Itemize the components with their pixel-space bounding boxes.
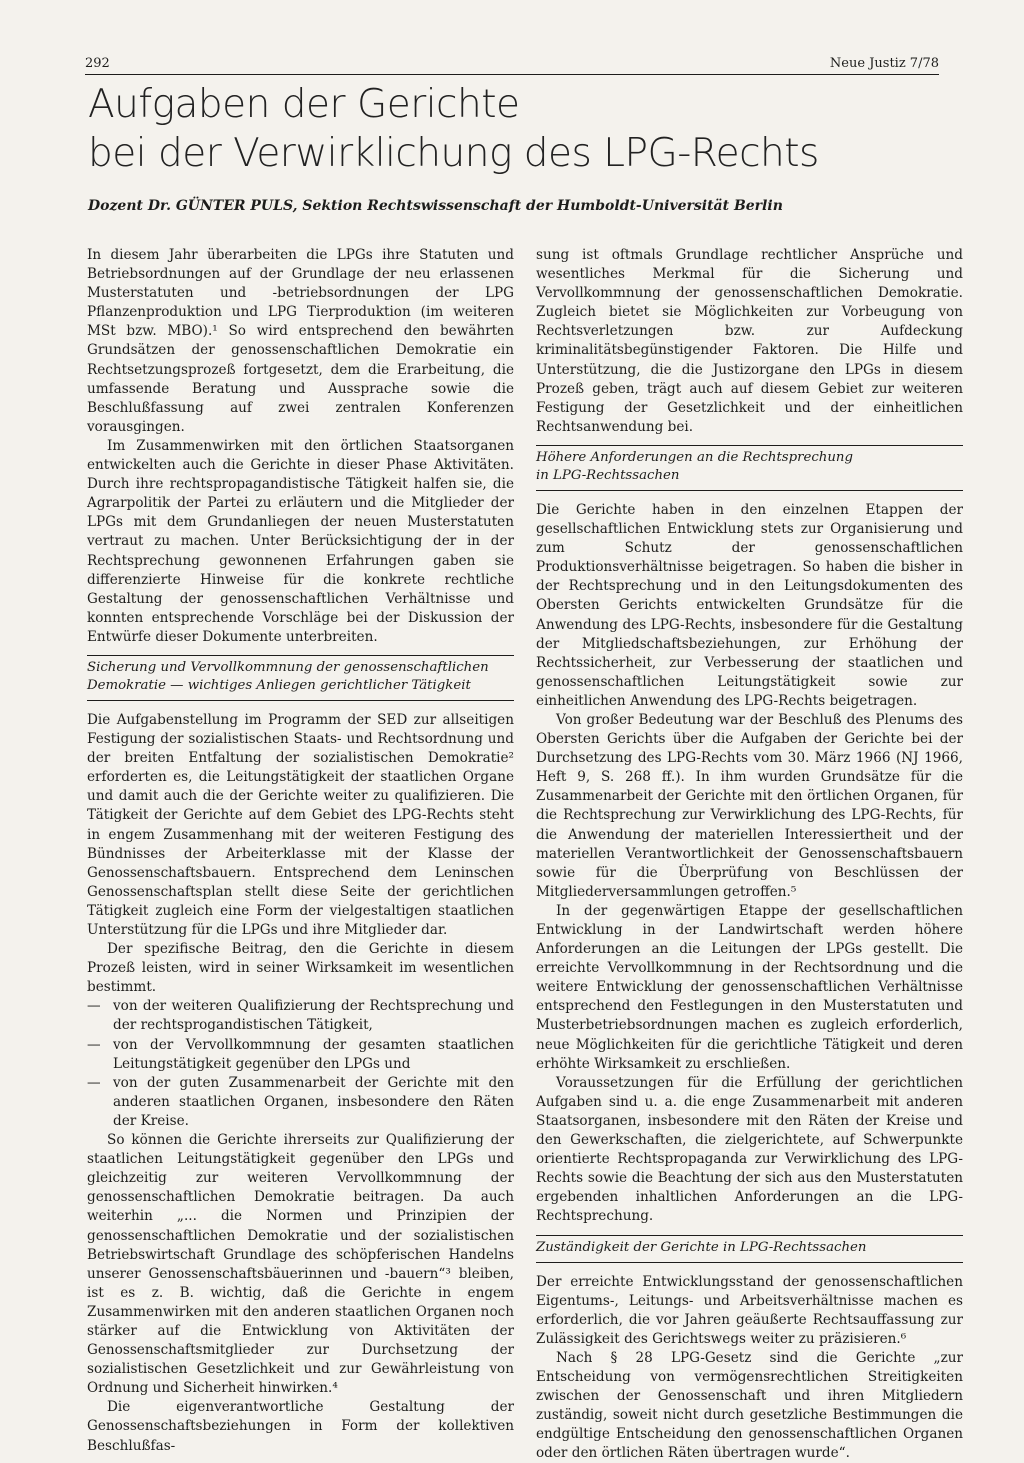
list-item: — von der Vervollkommnung der gesamten staatlichen Leitungstätigkeit gegenüber den LPGs und: [87, 1036, 514, 1074]
section-heading: [87, 655, 514, 701]
paragraph: Der spezifische Beitrag, den die Gerichte in diesem Prozeß leisten, wird in seiner Wirksamkeit im wesentlichen bestimmt.: [87, 941, 514, 996]
paragraph: Im Zusammenwirken mit den örtlichen Staatsorganen entwickelten auch die Gerichte in dieser Phase Aktivitäten. Durch ihre rechtspropagandistische Tätigkeit halfen sie, die Agrarpolitik der Partei zu erläutern und die Mitglieder der LPGs mit dem Grundanliegen der neuen Musterstatuten vertraut zu machen. Unter Berücksichtigung der in der Rechtsprechung gewonnenen Erfahrungen gaben sie differenzierte Hinweise für die konkrete rechtliche Gestaltung der genossenschaftlichen Verhältnisse und konnten entsprechende Vorschläge bei der Diskussion der Entwürfe dieser Dokumente unterbreiten.: [87, 437, 514, 645]
page-number: 292: [85, 56, 110, 71]
article-title: [88, 80, 948, 178]
paragraph: So können die Gerichte ihrerseits zur Qualifizierung der staatlichen Leitungstätigkeit gegenüber den LPGs und gleichzeitig zur weiteren Vervollkommnung der genossenschaftlichen Demokratie beitragen. Da auch weiterhin „... die Normen und Prinzipien der genossenschaftlichen Demokratie und der sozialistischen Betriebswirtschaft Grundlage des schöpferischen Handelns unserer Genossenschaftsbäuerinnen und -bauern“³ bleiben, ist es z. B. wichtig, daß die Gerichte in engem Zusammenwirken mit den anderen staatlichen Organen noch stärker auf die Entwicklung von Aktivitäten der Genossenschaftsmitglieder zur Durchsetzung der sozialistischen Gesetzlichkeit und zur Gewährleistung von Ordnung und Sicherheit hinwirken.⁴: [87, 1132, 514, 1397]
paragraph: Der erreichte Entwicklungsstand der genossenschaftlichen Eigentums-, Leitungs- und Arbeitsverhältnisse machen es erforderlich, die vor Jahren geäußerte Rechtsauffassung zur Zulässigkeit des Gerichtswegs weiter zu präzisieren.⁶: [536, 1273, 963, 1347]
dash-list: [87, 997, 514, 1131]
section-heading: [536, 1235, 963, 1263]
paragraph: In der gegenwärtigen Etappe der gesellschaftlichen Entwicklung in der Landwirtschaft werden höhere Anforderungen an die Leitungen der LPGs gestellt. Die erreichte Vervollkommnung in der Rechtsordnung und die weitere Entwicklung der genossenschaftlichen Verhältnisse entsprechend den Festlegungen in den Musterstatuten und Musterbetriebsordnungen machen es zugleich erforderlich, neue Möglichkeiten für die gerichtliche Tätigkeit und deren erhöhte Wirksamkeit zu erschließen.: [536, 902, 963, 1072]
paragraph: Nach § 28 LPG-Gesetz sind die Gerichte „zur Entscheidung von vermögensrechtlichen Streitigkeiten zwischen der Genossenschaft und ihren Mitgliedern zuständig, soweit nicht durch gesetzliche Bestimmungen die endgültige Entscheidung den genossenschaftlichen Organen oder den örtlichen Räten übertragen wurde“.: [536, 1349, 963, 1462]
list-item: — von der weiteren Qualifizierung der Rechtsprechung und der rechtsprogandistischen Tätigkeit,: [87, 997, 514, 1035]
list-item: — von der guten Zusammenarbeit der Gerichte mit den anderen staatlichen Organen, insbesondere den Räten der Kreise.: [87, 1074, 514, 1131]
right-column: [536, 246, 963, 1463]
section-heading-line: in LPG-Rechtssachen: [536, 467, 680, 483]
section-heading: [536, 445, 963, 491]
title-line-2: bei der Verwirklichung des LPG-Rechts: [88, 131, 819, 176]
header-rule: [85, 74, 939, 75]
running-header: [85, 56, 939, 74]
paragraph: In diesem Jahr überarbeiten die LPGs ihre Statuten und Betriebsordnungen auf der Grundlage der neu erlassenen Musterstatuten und -betriebsordnungen der LPG Pflanzenproduktion und LPG Tierproduktion (im weiteren MSt bzw. MBO).¹ So wird entsprechend den bewährten Grundsätzen der genossenschaftlichen Demokratie ein Rechtsetzungsprozeß fortgesetzt, dem die Erarbeitung, die umfassende Beratung und Aussprache sowie die Beschlußfassung auf zwei zentralen Konferenzen vorausgingen.: [87, 247, 514, 435]
title-line-1: Aufgaben der Gerichte: [88, 82, 520, 127]
author-byline: Dozent Dr. GÜNTER PULS, Sektion Rechtswissenschaft der Humboldt-Universität Berlin: [88, 198, 783, 214]
section-heading-line: Höhere Anforderungen an die Rechtsprechung: [536, 449, 853, 465]
section-heading-line: Sicherung und Vervollkommnung der genossenschaftlichen: [87, 659, 489, 675]
section-heading-line: Demokratie — wichtiges Anliegen gerichtlicher Tätigkeit: [87, 677, 471, 693]
left-column: [87, 246, 514, 1456]
paragraph: sung ist oftmals Grundlage rechtlicher Ansprüche und wesentliches Merkmal für die Sicherung und Vervollkommnung der genossenschaftlichen Demokratie. Zugleich bietet sie Möglichkeiten zur Vorbeugung von Rechtsverletzungen bzw. zur Aufdeckung kriminalitätsbegünstigender Faktoren. Die Hilfe und Unterstützung, die die Justizorgane den LPGs in diesem Prozeß geben, trägt auch auf diesem Gebiet zur weiteren Festigung der Gesetzlichkeit und der einheitlichen Rechtsanwendung bei.: [536, 247, 963, 435]
section-heading-line: Zuständigkeit der Gerichte in LPG-Rechtssachen: [536, 1239, 867, 1255]
journal-issue: Neue Justiz 7/78: [829, 56, 939, 71]
paragraph: Von großer Bedeutung war der Beschluß des Plenums des Obersten Gerichts über die Aufgaben der Gerichte bei der Durchsetzung des LPG-Rechts vom 30. März 1966 (NJ 1966, Heft 9, S. 268 ff.). In ihm wurden Grundsätze für die Zusammenarbeit der Gerichte mit den örtlichen Organen, für die Rechtsprechung zur Verwirklichung des LPG-Rechts, für die Anwendung der materiellen Interessiertheit und der materiellen Verantwortlichkeit der Genossenschaftsbauern sowie für die Überprüfung von Beschlüssen der Mitgliederversammlungen getroffen.⁵: [536, 711, 963, 900]
paragraph: Die Gerichte haben in den einzelnen Etappen der gesellschaftlichen Entwicklung stets zur Organisierung und zum Schutz der genossenschaftlichen Produktionsverhältnisse beigetragen. So haben die bisher in der Rechtsprechung und in den Leitungsdokumenten des Obersten Gerichts entwickelten Grundsätze für die Anwendung des LPG-Rechts, insbesondere für die Gestaltung der Mitgliedschaftsbeziehungen, zur Erhöhung der Rechtssicherheit, zur Verbesserung der staatlichen und genossenschaftlichen Leitungstätigkeit sowie zur einheitlichen Anwendung des LPG-Rechts beigetragen.: [536, 501, 963, 709]
paragraph: Die Aufgabenstellung im Programm der SED zur allseitigen Festigung der sozialistischen Staats- und Rechtsordnung und der breiten Entfaltung der sozialistischen Demokratie² erforderten es, die Leitungstätigkeit der staatlichen Organe und damit auch die der Gerichte weiter zu qualifizieren. Die Tätigkeit der Gerichte auf dem Gebiet des LPG-Rechts steht in engem Zusammenhang mit der weiteren Festigung des Bündnisses der Arbeiterklasse mit der Klasse der Genossenschaftsbauern. Entsprechend dem Leninschen Genossenschaftsplan stellt diese Seite der gerichtlichen Tätigkeit zugleich eine Form der vielgestaltigen staatlichen Unterstützung für die LPGs und ihre Mitglieder dar.: [87, 711, 514, 938]
paragraph: Die eigenverantwortliche Gestaltung der Genossenschaftsbeziehungen in Form der kollektiven Beschlußfas-: [87, 1399, 514, 1454]
paragraph: Voraussetzungen für die Erfüllung der gerichtlichen Aufgaben sind u. a. die enge Zusammenarbeit mit anderen Staatsorganen, insbesondere mit den Räten der Kreise und den Gewerkschaften, die zielgerichtete, auf Schwerpunkte orientierte Rechtspropaganda zur Verwirklichung des LPG-Rechts sowie die Beachtung der sich aus den Musterstatuten ergebenden inhaltlichen Anforderungen an die LPG-Rechtsprechung.: [536, 1074, 963, 1225]
